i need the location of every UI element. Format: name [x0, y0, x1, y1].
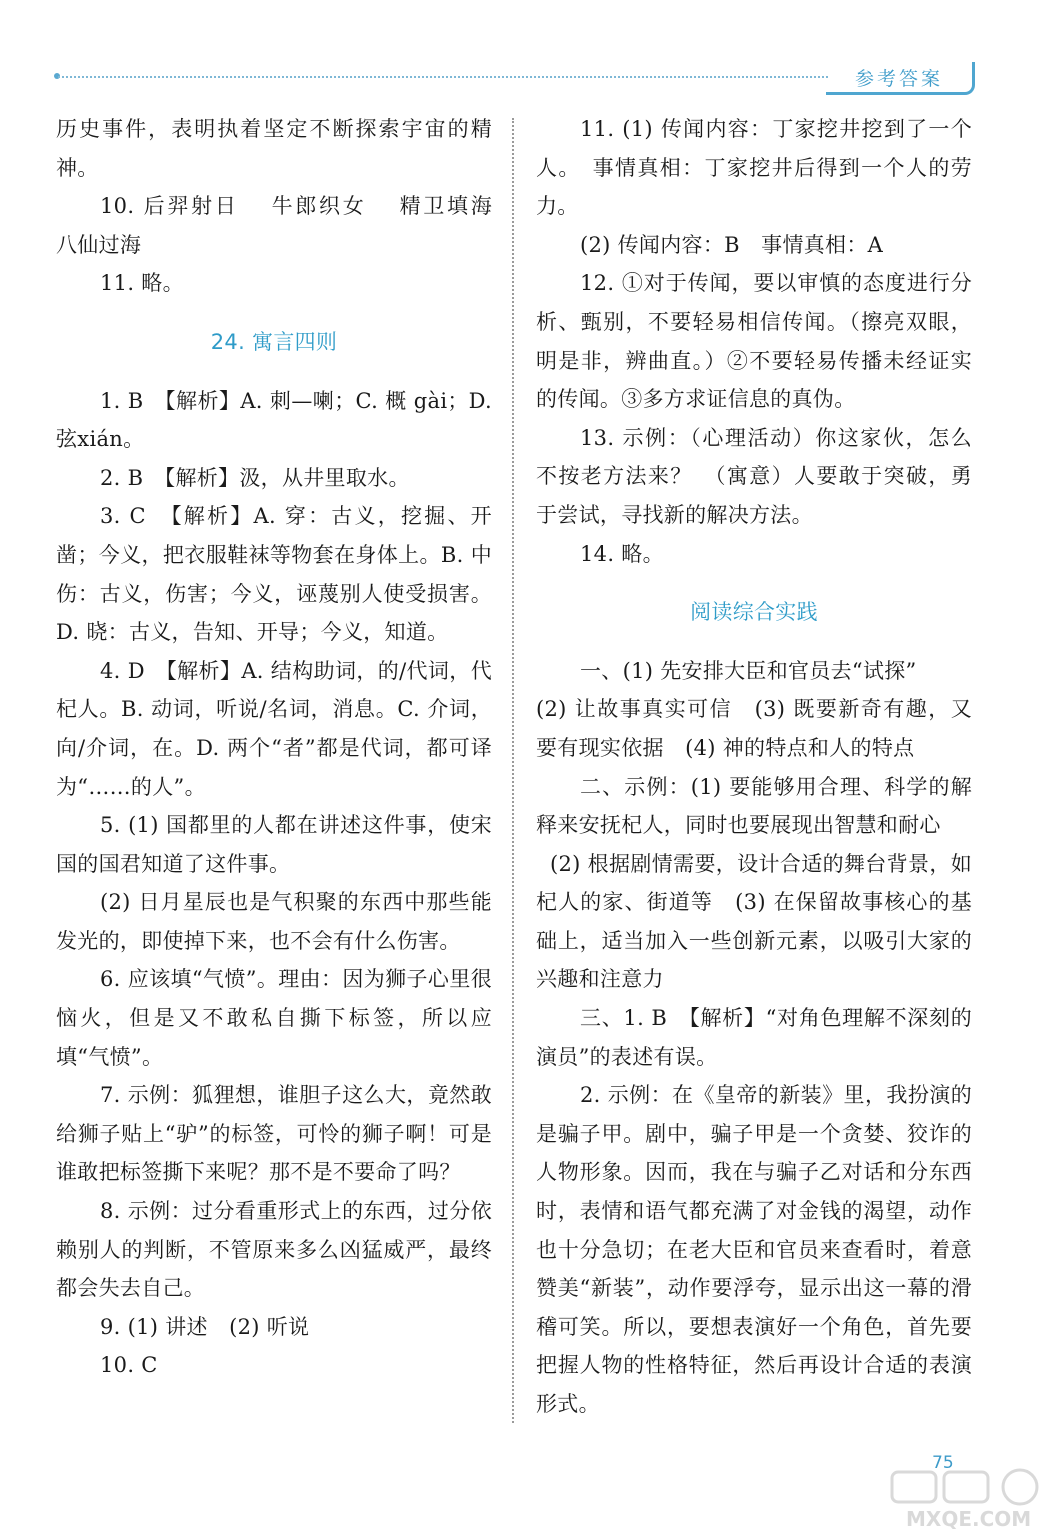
answer-paragraph: 2. B 【解析】汲，从井里取水。: [100, 465, 410, 490]
left-column: [56, 110, 514, 1385]
answer-paragraph: 11. (1) 传闻内容：丁家挖井挖到了一个人。 事情真相：丁家挖井后得到一个人的劳力。: [536, 117, 972, 219]
answer-paragraph: 6. 应该填“气愤”。理由：因为狮子心里很恼火，但是又不敢私自撕下标签，所以应填“气愤”。: [56, 967, 492, 1069]
answer-paragraph: 13. 示例：（心理活动）你这家伙，怎么不按老方法来？ （寓意）人要敢于突破，勇于尝试，寻找新的解决方法。: [536, 425, 972, 527]
answer-paragraph: (2) 日月星辰也是气积聚的东西中那些能发光的，即使掉下来，也不会有什么伤害。: [56, 890, 492, 953]
answer-paragraph: (2) 传闻内容：B 事情真相：A: [580, 232, 884, 257]
answer-paragraph: 三、1. B 【解析】“对角色理解不深刻的演员”的表述有误。: [536, 1006, 972, 1069]
page-number: 75: [932, 1453, 954, 1473]
section-heading: 阅读综合实践: [690, 600, 818, 625]
section-heading: 24. 寓言四则: [210, 329, 338, 354]
answer-paragraph: 12. ①对于传闻，要以审慎的态度进行分析、甄别，不要轻易相信传闻。（擦亮双眼，明是非，辨曲直。）②不要轻易传播未经证实的传闻。③多方求证信息的真伪。: [536, 271, 972, 412]
answer-paragraph: 3. C 【解析】A. 穿：古义，挖掘、开凿；今义，把衣服鞋袜等物套在身体上。B. 中伤：古义，伤害；今义，诬蔑别人使受损害。D. 晓：古义，告知、开导；今义，知道。: [56, 504, 492, 645]
column-divider: [512, 118, 514, 1423]
svg-text:MXQE.COM: MXQE.COM: [906, 1507, 1032, 1531]
answer-paragraph: 10. C: [100, 1353, 158, 1378]
answer-paragraph: 7. 示例：狐狸想，谁胆子这么大，竟然敢给狮子贴上“驴”的标签，可怜的狮子啊！可是谁敢把标签撕下来呢？那不是不要命了吗？: [56, 1083, 492, 1185]
answer-paragraph: 5. (1) 国都里的人都在讲述这件事，使宋国的国君知道了这件事。: [56, 813, 492, 876]
answer-paragraph: 11. 略。: [100, 271, 184, 296]
answer-paragraph: 9. (1) 讲述 (2) 听说: [100, 1314, 310, 1339]
watermark-logo-icon: [888, 1466, 1058, 1532]
answer-paragraph: 1. B 【解析】A. 刺—喇；C. 概 gài；D. 弦xián。: [56, 388, 492, 452]
answer-paragraph: 二、示例：(1) 要能够用合理、科学的解释来安抚杞人，同时也要展现出智慧和耐心: [536, 774, 972, 838]
header-dotted-rule: [58, 76, 828, 78]
answer-paragraph: (2) 让故事真实可信 (3) 既要新奇有趣，又要有现实依据 (4) 神的特点和人的特点: [536, 697, 972, 760]
right-column: [536, 110, 972, 1424]
answer-paragraph: 8. 示例：过分看重形式上的东西，过分依赖别人的判断，不管原来多么凶猛威严，最终都会失去自己。: [56, 1199, 492, 1301]
answer-paragraph: 历史事件，表明执着坚定不断探索宇宙的精神。: [56, 117, 492, 180]
answer-paragraph: (2) 根据剧情需要，设计合适的舞台背景，如杞人的家、街道等 (3) 在保留故事核心的基础上，适当加入一些创新元素，以吸引大家的兴趣和注意力: [536, 851, 972, 992]
answer-paragraph: 2. 示例：在《皇帝的新装》里，我扮演的是骗子甲。剧中，骗子甲是一个贪婪、狡诈的人物形象。因而，我在与骗子乙对话和分东西时，表情和语气都充满了对金钱的渴望，动作也十分急切；在老大臣和官员来查看时，着意赞美“新装”，动作要浮夸，显示出这一幕的滑稽可笑。所以，要想表演好一个角色，首先要把握人物的性格特征，然后再设计合适的表演形式。: [536, 1083, 972, 1416]
answer-paragraph: 10. 后羿射日 牛郎织女 精卫填海 八仙过海: [56, 194, 514, 257]
answer-paragraph: 4. D 【解析】A. 结构助词，的/代词，代杞人。B. 动词，听说/名词，消息。C. 介词，向/介词，在。D. 两个“者”都是代词，都可译为“……的人”。: [56, 658, 492, 799]
header-tab-answers: 参考答案: [826, 62, 975, 95]
answer-paragraph: 14. 略。: [580, 541, 664, 566]
answer-paragraph: 一、(1) 先安排大臣和官员去“试探”: [580, 658, 917, 683]
